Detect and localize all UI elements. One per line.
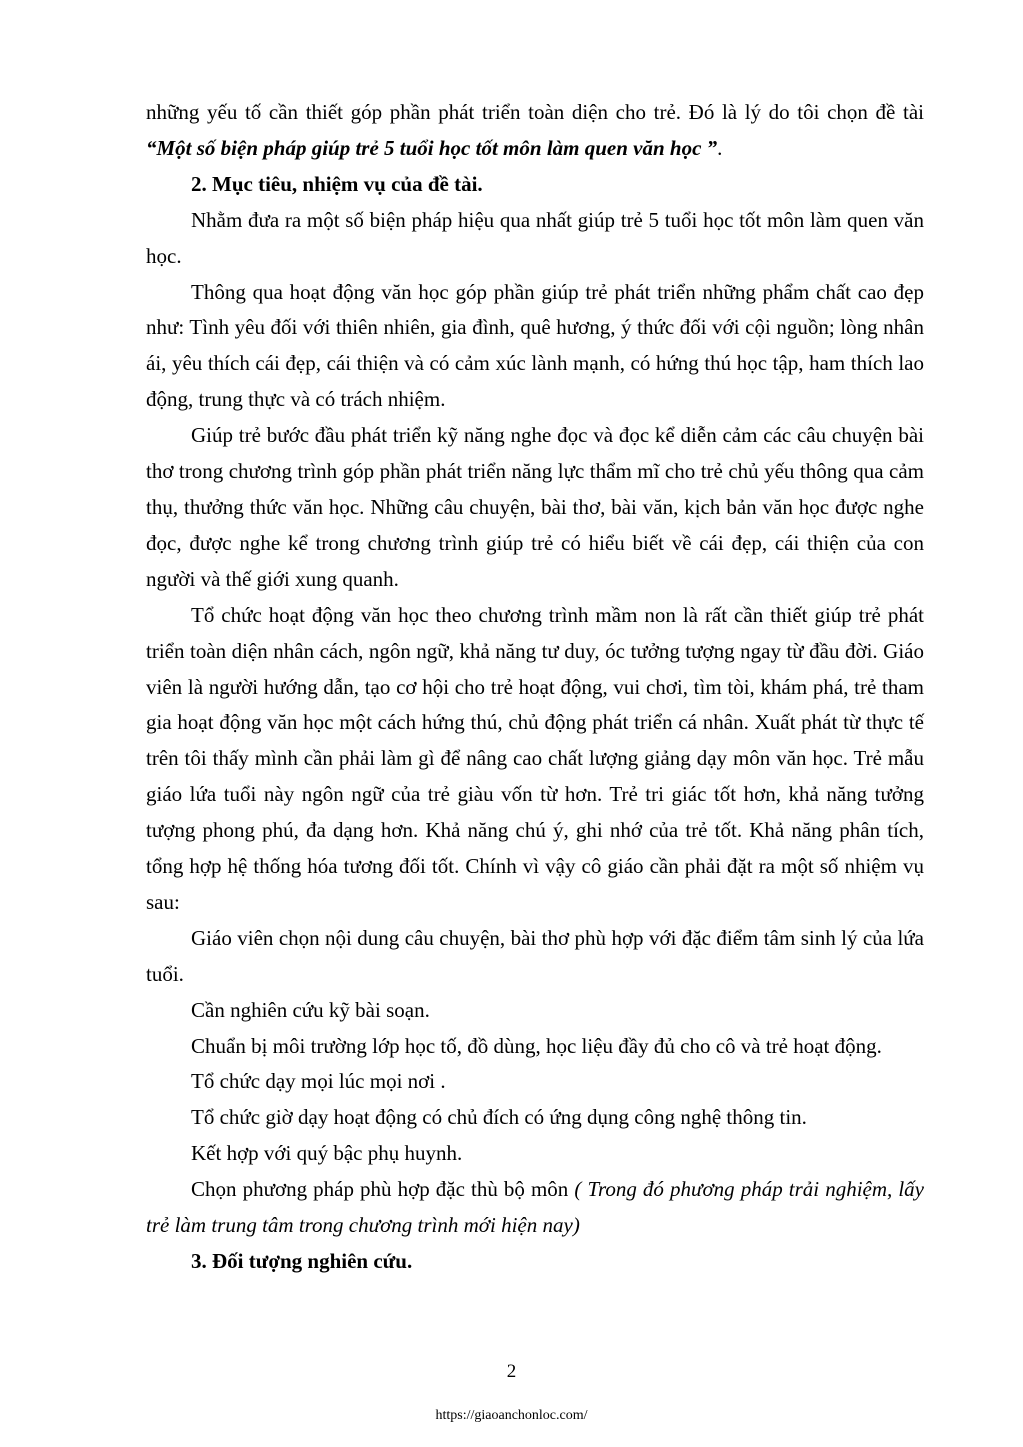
method-note: ( Trong đó phương pháp trải nghiệm, lấy trẻ làm trung tâm trong chương trình mới hiện nay) (146, 1177, 925, 1238)
paragraph: Tổ chức dạy mọi lúc mọi nơi . (191, 1069, 446, 1094)
paragraph: Chuẩn bị môi trường lớp học tố, đồ dùng, học liệu đầy đủ cho cô và trẻ hoạt động. (191, 1033, 882, 1058)
paragraph: Nhằm đưa ra một số biện pháp hiệu qua nhất giúp trẻ 5 tuổi học tốt môn làm quen văn học. (146, 207, 924, 268)
method-text: Chọn phương pháp phù hợp đặc thù bộ môn (191, 1177, 575, 1202)
paragraph: Giúp trẻ bước đầu phát triển kỹ năng nghe đọc và đọc kể diễn cảm các câu chuyện bài thơ trong chương trình góp phần phát triển năng lực thẩm mĩ cho trẻ chủ yếu thông qua cảm thụ, thưởng thức văn học. Những câu chuyện, bài thơ, bài văn, kịch bản văn học được nghe đọc, được nghe kể trong chương trình giúp trẻ có hiểu biết về cái đẹp, cái thiện của con người và thế giới xung quanh. (146, 423, 924, 591)
topic-title: “Một số biện pháp giúp trẻ 5 tuổi học tốt môn làm quen văn học ” (146, 135, 718, 160)
section-3-heading: 3. Đối tượng nghiên cứu. (191, 1249, 413, 1273)
page-number: 2 (506, 1361, 517, 1382)
paragraph: Kết hợp với quý bậc phụ huynh. (191, 1141, 463, 1166)
paragraph: Tổ chức hoạt động văn học theo chương trình mầm non là rất cần thiết giúp trẻ phát triển toàn diện nhân cách, ngôn ngữ, khả năng tư duy, óc tưởng tượng ngay từ đầu đời. Giáo viên là người hướng dẫn, tạo cơ hội cho trẻ hoạt động, vui chơi, tìm tòi, khám phá, trẻ tham gia hoạt động văn học một cách hứng thú, chủ động phát triển cá nhân. Xuất phát từ thực tế trên tôi thấy mình cần phải làm gì để nâng cao chất lượng giảng dạy môn văn học. Trẻ mẫu giáo lứa tuổi này ngôn ngữ của trẻ giàu vốn từ hơn. Trẻ tri giác tốt hơn, khả năng tưởng tượng phong phú, đa dạng hơn. Khả năng chú ý, ghi nhớ của trẻ tốt. Khả năng phân tích, tổng hợp hệ thống hóa tương đối tốt. Chính vì vậy cô giáo cần phải đặt ra một số nhiệm vụ sau: (146, 602, 924, 914)
intro-text: những yếu tố cần thiết góp phần phát triển toàn diện cho trẻ. Đó là lý do tôi chọn đề tài (146, 100, 924, 124)
paragraph: Giáo viên chọn nội dung câu chuyện, bài thơ phù hợp với đặc điểm tâm sinh lý của lứa tuổi. (146, 925, 924, 986)
footer-url: https://giaoanchonloc.com/ (435, 1408, 588, 1423)
method-paragraph (146, 1172, 924, 1244)
paragraph: Tổ chức giờ dạy hoạt động có chủ đích có ứng dụng công nghệ thông tin. (191, 1105, 807, 1130)
intro-end: . (717, 135, 723, 160)
intro-paragraph (146, 95, 924, 167)
paragraph: Cần nghiên cứu kỹ bài soạn. (191, 997, 430, 1022)
paragraph: Thông qua hoạt động văn học góp phần giúp trẻ phát triển những phẩm chất cao đẹp như: Tình yêu đối với thiên nhiên, gia đình, quê hương, ý thức đối với cội nguồn; lòng nhân ái, yêu thích cái đẹp, cái thiện và có cảm xúc lành mạnh, có hứng thú học tập, ham thích lao động, trung thực và có trách nhiệm. (146, 279, 924, 412)
section-2-heading: 2. Mục tiêu, nhiệm vụ của đề tài. (191, 171, 483, 196)
body-text (146, 95, 924, 1280)
